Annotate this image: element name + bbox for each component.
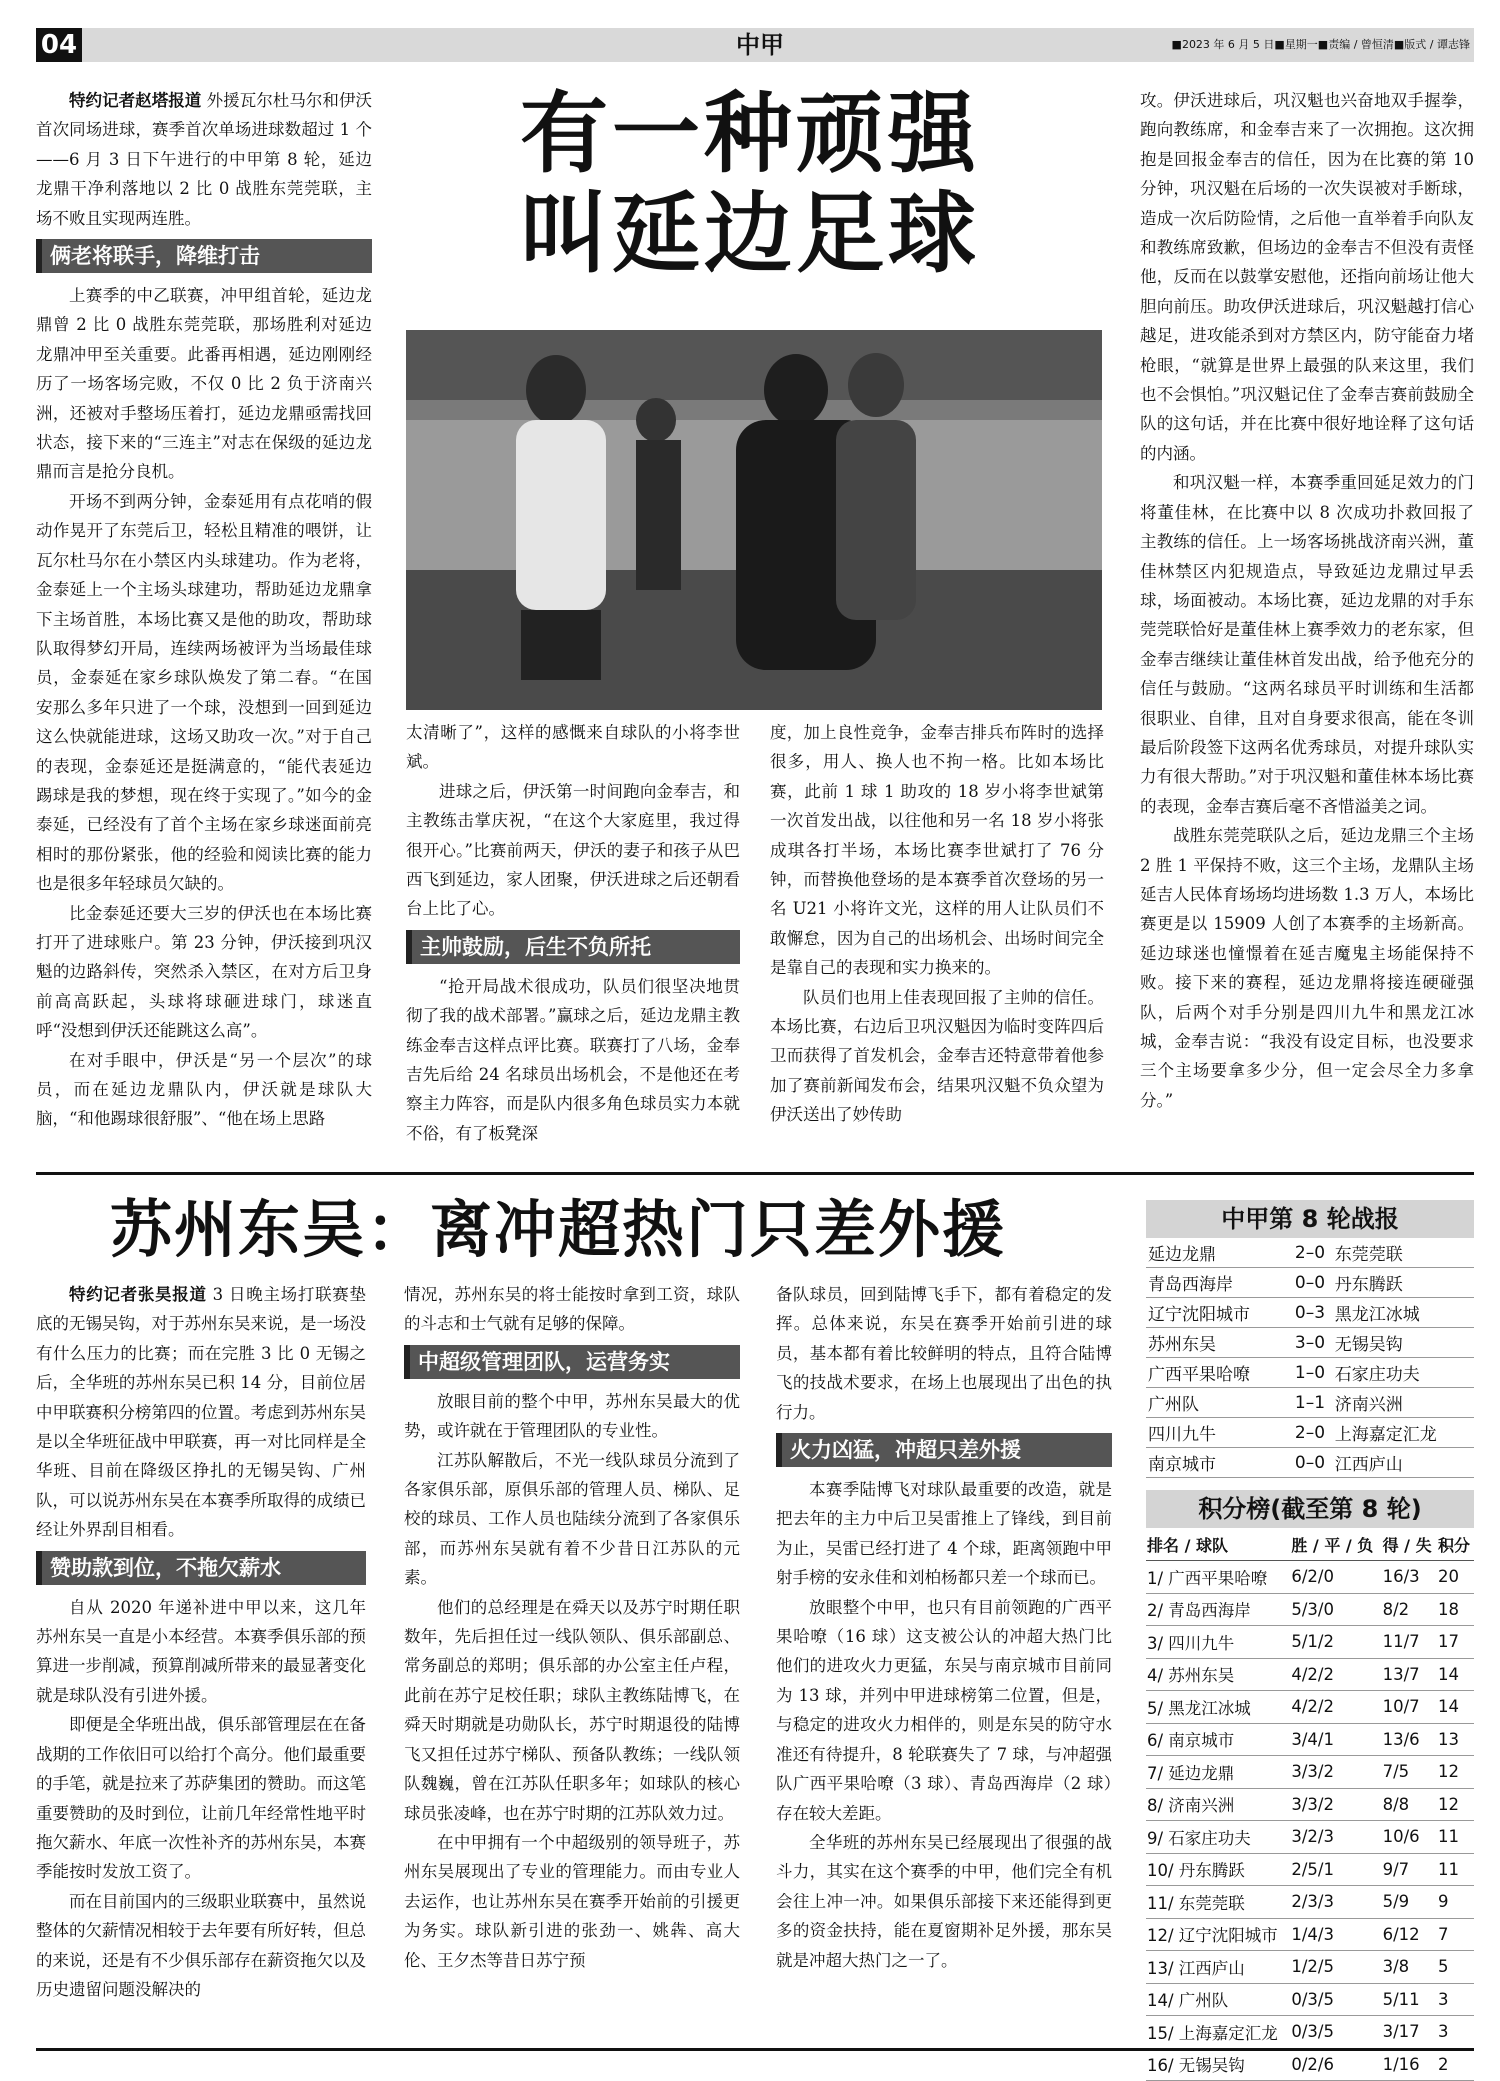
story2-column-3 bbox=[776, 1280, 1112, 2040]
paragraph: 他们的总经理是在舜天以及苏宁时期任职数年，先后担任过一线队领队、俱乐部副总、常务副总的郑明；俱乐部的办公室主任卢程，此前在苏宁足校任职；球队主教练陆博飞，在舜天时期就是功勋队长，苏宁时期退役的陆博飞又担任过苏宁梯队、预备队教练；一线队领队魏巍，曾在江苏队任职多年；如球队的核心球员张凌峰，也在苏宁时期的江苏队效力过。 bbox=[404, 1597, 740, 1823]
column-header: 得 / 失 bbox=[1382, 1528, 1437, 1561]
points: 14 bbox=[1437, 1658, 1474, 1691]
story1-column-3 bbox=[770, 718, 1104, 1166]
home-team: 辽宁沈阳城市 bbox=[1146, 1298, 1287, 1328]
goals-for-against: 13/6 bbox=[1382, 1723, 1437, 1756]
win-draw-loss: 0/3/5 bbox=[1290, 1983, 1381, 2016]
story1-subhead-2: 主帅鼓励，后生不负所托 bbox=[406, 930, 740, 964]
team-name: 2/ 青岛西海岸 bbox=[1146, 1593, 1290, 1626]
home-team: 南京城市 bbox=[1146, 1448, 1287, 1478]
match-score: 2–0 bbox=[1287, 1238, 1332, 1268]
column-header: 胜 / 平 / 负 bbox=[1290, 1528, 1381, 1561]
win-draw-loss: 5/1/2 bbox=[1290, 1626, 1381, 1659]
results-box bbox=[1146, 1200, 1474, 1478]
paragraph: 在对手眼中，伊沃是“另一个层次”的球员，而在延边龙鼎队内，伊沃就是球队大脑，“和他踢球很舒服”、“他在场上思路 bbox=[36, 1050, 372, 1129]
standings-title: 积分榜(截至第 8 轮) bbox=[1146, 1490, 1474, 1528]
home-team: 延边龙鼎 bbox=[1146, 1238, 1287, 1268]
home-team: 四川九牛 bbox=[1146, 1418, 1287, 1448]
team-name: 13/ 江西庐山 bbox=[1146, 1951, 1290, 1984]
paragraph: 度，加上良性竞争，金奉吉排兵布阵时的选择很多，用人、换人也不拘一格。比如本场比赛，此前 1 球 1 助攻的 18 岁小将李世斌第一次首发出战，以往他和另一名 18 岁小将张成琪各打半场，本场比赛李世斌打了 76 分钟，而替换他登场的是本赛季首次登场的另一名 U21 小将许文光，这样的用人让队员们不敢懈怠，因为自己的出场机会、出场时间完全是靠自己的表现和实力换来的。 bbox=[770, 723, 1104, 978]
team-name: 15/ 上海嘉定汇龙 bbox=[1146, 2016, 1290, 2049]
story1-column-2 bbox=[406, 718, 740, 1166]
paragraph: 攻。伊沃进球后，巩汉魁也兴奋地双手握拳，跑向教练席，和金奉吉来了一次拥抱。这次拥抱是回报金奉吉的信任，因为在比赛的第 10 分钟，巩汉魁在后场的一次失误被对手断球，造成一次后防险情，之后他一直举着手向队友和教练席致歉，但场边的金奉吉不但没有责怪他，反而在以鼓掌安慰他，还指向前场让他大胆向前压。助攻伊沃进球后，巩汉魁越打信心越足，进攻能杀到对方禁区内，防守能奋力堵枪眼，“就算是世界上最强的队来这里，我们也不会惧怕。”巩汉魁记住了金奉吉赛前鼓励全队的这句话，并在比赛中很好地诠释了这句话的内涵。 bbox=[1140, 91, 1474, 463]
away-team: 上海嘉定汇龙 bbox=[1333, 1418, 1474, 1448]
story1-column-1 bbox=[36, 86, 372, 1166]
paragraph: 本赛季陆博飞对球队最重要的改造，就是把去年的主力中后卫吴雷推上了锋线，到目前为止，吴雷已经打进了 4 个球，距离领跑中甲射手榜的安永佳和刘柏杨都只差一个球而已。 bbox=[776, 1480, 1112, 1588]
win-draw-loss: 1/4/3 bbox=[1290, 1918, 1381, 1951]
standings-row bbox=[1146, 1593, 1474, 1626]
story2-headline: 苏州东吴：离冲超热门只差外援 bbox=[110, 1193, 1007, 1266]
goals-for-against: 9/7 bbox=[1382, 1853, 1437, 1886]
standings-row bbox=[1146, 1626, 1474, 1659]
points: 18 bbox=[1437, 1593, 1474, 1626]
points: 12 bbox=[1437, 1756, 1474, 1789]
win-draw-loss: 4/2/2 bbox=[1290, 1658, 1381, 1691]
goals-for-against: 10/7 bbox=[1382, 1691, 1437, 1724]
match-score: 1–0 bbox=[1287, 1358, 1332, 1388]
paragraph: 自从 2020 年递补进中甲以来，这几年苏州东吴一直是小本经营。本赛季俱乐部的预算进一步削减，预算削减所带来的最显著变化就是球队没有引进外援。 bbox=[36, 1597, 366, 1705]
team-name: 11/ 东莞莞联 bbox=[1146, 1886, 1290, 1919]
story2-column-2 bbox=[404, 1280, 740, 2040]
paragraph: 比金泰延还要大三岁的伊沃也在本场比赛打开了进球账户。第 23 分钟，伊沃接到巩汉魁的边路斜传，突然杀入禁区，在对方后卫身前高高跃起，头球将球砸进球门，球迷直呼“没想到伊沃还能跳这么高”。 bbox=[36, 903, 372, 1041]
goals-for-against: 8/2 bbox=[1382, 1593, 1437, 1626]
goals-for-against: 8/8 bbox=[1382, 1788, 1437, 1821]
result-row bbox=[1146, 1268, 1474, 1298]
match-score: 0–0 bbox=[1287, 1268, 1332, 1298]
result-row bbox=[1146, 1388, 1474, 1418]
paragraph: 放眼目前的整个中甲，苏州东吴最大的优势，或许就在于管理团队的专业性。 bbox=[404, 1391, 740, 1441]
away-team: 黑龙江冰城 bbox=[1333, 1298, 1474, 1328]
goals-for-against: 7/5 bbox=[1382, 1756, 1437, 1789]
results-title: 中甲第 8 轮战报 bbox=[1146, 1200, 1474, 1238]
paragraph: 队员们也用上佳表现回报了主帅的信任。本场比赛，右边后卫巩汉魁因为临时变阵四后卫而获得了首发机会，金奉吉还特意带着他参加了赛前新闻发布会，结果巩汉魁不负众望为伊沃送出了妙传助 bbox=[770, 987, 1104, 1125]
paragraph: 江苏队解散后，不光一线队球员分流到了各家俱乐部，原俱乐部的管理人员、梯队、足校的球员、工作人员也陆续分流到了各家俱乐部，而苏州东吴就有着不少昔日江苏队的元素。 bbox=[404, 1450, 740, 1588]
byline: 特约记者赵塔报道 bbox=[69, 91, 202, 110]
points: 17 bbox=[1437, 1626, 1474, 1659]
result-row bbox=[1146, 1418, 1474, 1448]
team-name: 14/ 广州队 bbox=[1146, 1983, 1290, 2016]
team-name: 8/ 济南兴洲 bbox=[1146, 1788, 1290, 1821]
goals-for-against: 3/17 bbox=[1382, 2016, 1437, 2049]
home-team: 青岛西海岸 bbox=[1146, 1268, 1287, 1298]
story1-lead-paragraph: 特约记者赵塔报道 外援瓦尔杜马尔和伊沃首次同场进球，赛季首次单场进球数超过 1 个——6 月 3 日下午进行的中甲第 8 轮，延边龙鼎干净利落地以 2 比 0 战胜东莞莞联，主场不败且实现两连胜。 bbox=[36, 91, 372, 228]
away-team: 无锡吴钩 bbox=[1333, 1328, 1474, 1358]
points: 3 bbox=[1437, 1983, 1474, 2016]
standings-table bbox=[1146, 1528, 1474, 2081]
points: 9 bbox=[1437, 1886, 1474, 1919]
goals-for-against: 11/7 bbox=[1382, 1626, 1437, 1659]
points: 14 bbox=[1437, 1691, 1474, 1724]
paragraph: 开场不到两分钟，金泰延用有点花哨的假动作晃开了东莞后卫，轻松且精准的喂饼，让瓦尔杜马尔在小禁区内头球建功。作为老将，金泰延上一个主场头球建功，帮助延边龙鼎拿下主场首胜，本场比赛又是他的助攻，帮助球队取得梦幻开局，连续两场被评为当场最佳球员，金泰延在家乡球队焕发了第二春。“在国安那么多年只进了一个球，没想到一回到延边这么快就能进球，这场又助攻一次。”对于自己的表现，金泰延还是挺满意的，“能代表延边踢球是我的梦想，现在终于实现了。”如今的金泰延，已经没有了首个主场在家乡球迷面前亮相时的那份紧张，他的经验和阅读比赛的能力也是很多年轻球员欠缺的。 bbox=[36, 491, 372, 894]
standings-row bbox=[1146, 1983, 1474, 2016]
win-draw-loss: 3/2/3 bbox=[1290, 1821, 1381, 1854]
away-team: 丹东腾跃 bbox=[1333, 1268, 1474, 1298]
section-name: 中甲 bbox=[736, 31, 784, 59]
standings-header-row bbox=[1146, 1528, 1474, 1561]
story2-column-1 bbox=[36, 1280, 366, 2040]
paragraph: 战胜东莞莞联队之后，延边龙鼎三个主场 2 胜 1 平保持不败，这三个主场，龙鼎队主场延吉人民体育场场均进场数 1.3 万人，本场比赛更是以 15909 人创了本赛季的主场新高。延边球迷也憧憬着在延吉魔鬼主场能保持不败。接下来的赛程，延边龙鼎将接连硬碰强队，后两个对手分别是四川九牛和黑龙江冰城，金奉吉说：“我没有设定目标，也没要求三个主场要拿多少分，但一定会尽全力多拿分。” bbox=[1140, 826, 1474, 1110]
standings-row bbox=[1146, 2016, 1474, 2049]
team-name: 4/ 苏州东吴 bbox=[1146, 1658, 1290, 1691]
result-row bbox=[1146, 1448, 1474, 1478]
team-name: 10/ 丹东腾跃 bbox=[1146, 1853, 1290, 1886]
win-draw-loss: 3/4/1 bbox=[1290, 1723, 1381, 1756]
story2-subhead-3: 火力凶猛，冲超只差外援 bbox=[776, 1433, 1112, 1467]
goals-for-against: 1/16 bbox=[1382, 2048, 1437, 2081]
away-team: 济南兴洲 bbox=[1333, 1388, 1474, 1418]
goals-for-against: 5/9 bbox=[1382, 1886, 1437, 1919]
points: 7 bbox=[1437, 1918, 1474, 1951]
result-row bbox=[1146, 1298, 1474, 1328]
win-draw-loss: 0/2/6 bbox=[1290, 2048, 1381, 2081]
story1-headline-line2: 叫延边足球 bbox=[519, 182, 980, 285]
paragraph: 情况，苏州东吴的将士能按时拿到工资，球队的斗志和士气就有足够的保障。 bbox=[404, 1285, 740, 1334]
standings-row bbox=[1146, 2048, 1474, 2081]
home-team: 广州队 bbox=[1146, 1388, 1287, 1418]
win-draw-loss: 0/3/5 bbox=[1290, 2016, 1381, 2049]
team-name: 6/ 南京城市 bbox=[1146, 1723, 1290, 1756]
win-draw-loss: 4/2/2 bbox=[1290, 1691, 1381, 1724]
points: 2 bbox=[1437, 2048, 1474, 2081]
win-draw-loss: 6/2/0 bbox=[1290, 1561, 1381, 1594]
paragraph: 即便是全华班出战，俱乐部管理层在在备战期的工作依旧可以给打个高分。他们最重要的手笔，就是拉来了苏萨集团的赞助。而这笔重要赞助的及时到位，让前几年经常性地平时拖欠薪水、年底一次性补齐的苏州东吴，本赛季能按时发放工资了。 bbox=[36, 1715, 366, 1882]
paragraph: 上赛季的中乙联赛，冲甲组首轮，延边龙鼎曾 2 比 0 战胜东莞莞联，那场胜利对延边龙鼎冲甲至关重要。此番再相遇，延边刚刚经历了一场客场完败，不仅 0 比 2 负于济南兴洲，还被对手整场压着打，延边龙鼎亟需找回状态，接下来的“三连主”对志在保级的延边龙鼎而言是抢分良机。 bbox=[36, 286, 372, 482]
points: 11 bbox=[1437, 1821, 1474, 1854]
standings-row bbox=[1146, 1756, 1474, 1789]
paragraph: 在中甲拥有一个中超级别的领导班子，苏州东吴展现出了专业的管理能力。而由专业人去运作，也让苏州东吴在赛季开始前的引援更为务实。球队新引进的张劲一、姚犇、高大伦、王夕杰等昔日苏宁预 bbox=[404, 1832, 740, 1970]
column-header: 排名 / 球队 bbox=[1146, 1528, 1290, 1561]
goals-for-against: 10/6 bbox=[1382, 1821, 1437, 1854]
team-name: 12/ 辽宁沈阳城市 bbox=[1146, 1918, 1290, 1951]
win-draw-loss: 2/5/1 bbox=[1290, 1853, 1381, 1886]
team-name: 1/ 广西平果哈嘹 bbox=[1146, 1561, 1290, 1594]
standings-row bbox=[1146, 1723, 1474, 1756]
story1-photo bbox=[406, 330, 1102, 710]
column-header: 积分 bbox=[1437, 1528, 1474, 1561]
win-draw-loss: 5/3/0 bbox=[1290, 1593, 1381, 1626]
result-row bbox=[1146, 1238, 1474, 1268]
goals-for-against: 16/3 bbox=[1382, 1561, 1437, 1594]
win-draw-loss: 1/2/5 bbox=[1290, 1951, 1381, 1984]
goals-for-against: 5/11 bbox=[1382, 1983, 1437, 2016]
story1-headline bbox=[470, 84, 1030, 284]
paragraph: 和巩汉魁一样，本赛季重回延足效力的门将董佳林，在比赛中以 8 次成功扑救回报了主教练的信任。上一场客场挑战济南兴洲，董佳林禁区内犯规造点，导致延边龙鼎过早丢球，场面被动。本场比赛，延边龙鼎的对手东莞莞联恰好是董佳林上赛季效力的老东家，但金奉吉继续让董佳林首发出战，给予他充分的信任与鼓励。“这两名球员平时训练和生活都很职业、自律，且对自身要求很高，能在冬训最后阶段签下这两名优秀球员，对提升球队实力有很大帮助。”对于巩汉魁和董佳林本场比赛的表现，金奉吉赛后毫不吝惜溢美之词。 bbox=[1140, 473, 1474, 816]
story1-subhead-1: 俩老将联手，降维打击 bbox=[36, 239, 372, 273]
paragraph: 全华班的苏州东吴已经展现出了很强的战斗力，其实在这个赛季的中甲，他们完全有机会往上冲一冲。如果俱乐部接下来还能得到更多的资金扶持，能在夏窗期补足外援，那东吴就是冲超大热门之一了。 bbox=[776, 1832, 1112, 1970]
points: 12 bbox=[1437, 1788, 1474, 1821]
standings-row bbox=[1146, 1951, 1474, 1984]
standings-row bbox=[1146, 1788, 1474, 1821]
match-score: 0–3 bbox=[1287, 1298, 1332, 1328]
story2-lead-paragraph: 特约记者张昊报道 3 日晚主场打联赛垫底的无锡吴钩，对于苏州东吴来说，是一场没有什么压力的比赛；而在完胜 3 比 0 无锡之后，全华班的苏州东吴已积 14 分，目前位居中甲联赛积分榜第四的位置。考虑到苏州东吴是以全华班征战中甲联赛，再一对比同样是全华班、目前在降级区挣扎的无锡吴钩、广州队，可以说苏州东吴在本赛季所取得的成绩已经让外界刮目相看。 bbox=[36, 1285, 366, 1540]
standings-row bbox=[1146, 1853, 1474, 1886]
team-name: 7/ 延边龙鼎 bbox=[1146, 1756, 1290, 1789]
away-team: 江西庐山 bbox=[1333, 1448, 1474, 1478]
team-name: 9/ 石家庄功夫 bbox=[1146, 1821, 1290, 1854]
points: 3 bbox=[1437, 2016, 1474, 2049]
home-team: 苏州东吴 bbox=[1146, 1328, 1287, 1358]
goals-for-against: 3/8 bbox=[1382, 1951, 1437, 1984]
team-name: 16/ 无锡吴钩 bbox=[1146, 2048, 1290, 2081]
paragraph: 进球之后，伊沃第一时间跑向金奉吉，和主教练击掌庆祝，“在这个大家庭里，我过得很开心。”比赛前两天，伊沃的妻子和孩子从巴西飞到延边，家人团聚，伊沃进球之后还朝看台上比了心。 bbox=[406, 781, 740, 919]
home-team: 广西平果哈嘹 bbox=[1146, 1358, 1287, 1388]
match-score: 3–0 bbox=[1287, 1328, 1332, 1358]
away-team: 东莞莞联 bbox=[1333, 1238, 1474, 1268]
story1-headline-line1: 有一种顽强 bbox=[519, 82, 980, 185]
story2-subhead-2: 中超级管理团队，运营务实 bbox=[404, 1345, 740, 1379]
goals-for-against: 13/7 bbox=[1382, 1658, 1437, 1691]
paragraph: “抢开局战术很成功，队员们很坚决地贯彻了我的战术部署。”赢球之后，延边龙鼎主教练金奉吉这样点评比赛。联赛打了八场，金奉吉先后给 24 名球员出场机会，不是他还在考察主力阵容，而是队内很多角色球员实力本就不俗，有了板凳深 bbox=[406, 976, 740, 1143]
win-draw-loss: 3/3/2 bbox=[1290, 1756, 1381, 1789]
standings-row bbox=[1146, 1658, 1474, 1691]
page-number: 04 bbox=[36, 28, 82, 62]
match-score: 2–0 bbox=[1287, 1418, 1332, 1448]
win-draw-loss: 3/3/2 bbox=[1290, 1788, 1381, 1821]
byline: 特约记者张昊报道 bbox=[69, 1285, 207, 1304]
result-row bbox=[1146, 1358, 1474, 1388]
match-score: 0–0 bbox=[1287, 1448, 1332, 1478]
result-row bbox=[1146, 1328, 1474, 1358]
bottom-rule bbox=[36, 2048, 1474, 2051]
match-score: 1–1 bbox=[1287, 1388, 1332, 1418]
paragraph: 而在目前国内的三级职业联赛中，虽然说整体的欠薪情况相较于去年要有所好转，但总的来说，还是有不少俱乐部存在薪资拖欠以及历史遗留问题没解决的 bbox=[36, 1891, 366, 1999]
points: 13 bbox=[1437, 1723, 1474, 1756]
standings-row bbox=[1146, 1561, 1474, 1594]
photo-embrace-scene bbox=[406, 330, 1102, 710]
goals-for-against: 6/12 bbox=[1382, 1918, 1437, 1951]
results-table bbox=[1146, 1238, 1474, 1478]
team-name: 3/ 四川九牛 bbox=[1146, 1626, 1290, 1659]
standings-box bbox=[1146, 1490, 1474, 2081]
paragraph: 太清晰了”，这样的感慨来自球队的小将李世斌。 bbox=[406, 723, 740, 772]
points: 20 bbox=[1437, 1561, 1474, 1594]
standings-row bbox=[1146, 1821, 1474, 1854]
paragraph: 放眼整个中甲，也只有目前领跑的广西平果哈嘹（16 球）这支被公认的冲超大热门比他们的进攻火力更猛，东吴与南京城市目前同为 13 球，并列中甲进球榜第二位置，但是，与稳定的进攻火力相伴的，则是东吴的防守水准还有待提升，8 轮联赛失了 7 球，与冲超强队广西平果哈嘹（3 球）、青岛西海岸（2 球）存在较大差距。 bbox=[776, 1597, 1112, 1823]
win-draw-loss: 2/3/3 bbox=[1290, 1886, 1381, 1919]
points: 11 bbox=[1437, 1853, 1474, 1886]
standings-row bbox=[1146, 1918, 1474, 1951]
team-name: 5/ 黑龙江冰城 bbox=[1146, 1691, 1290, 1724]
paragraph: 备队球员，回到陆博飞手下，都有着稳定的发挥。总体来说，东吴在赛季开始前引进的球员，基本都有着比较鲜明的特点，且符合陆博飞的技战术要求，在场上也展现出了出色的执行力。 bbox=[776, 1285, 1112, 1422]
story-divider bbox=[36, 1172, 1474, 1175]
story2-subhead-1: 赞助款到位，不拖欠薪水 bbox=[36, 1551, 366, 1585]
story1-column-4 bbox=[1140, 86, 1474, 1166]
away-team: 石家庄功夫 bbox=[1333, 1358, 1474, 1388]
standings-row bbox=[1146, 1691, 1474, 1724]
standings-row bbox=[1146, 1886, 1474, 1919]
dateline: ■2023 年 6 月 5 日■星期一■责编 / 曾恒清■版式 / 谭志锋 bbox=[1171, 38, 1470, 51]
points: 5 bbox=[1437, 1951, 1474, 1984]
